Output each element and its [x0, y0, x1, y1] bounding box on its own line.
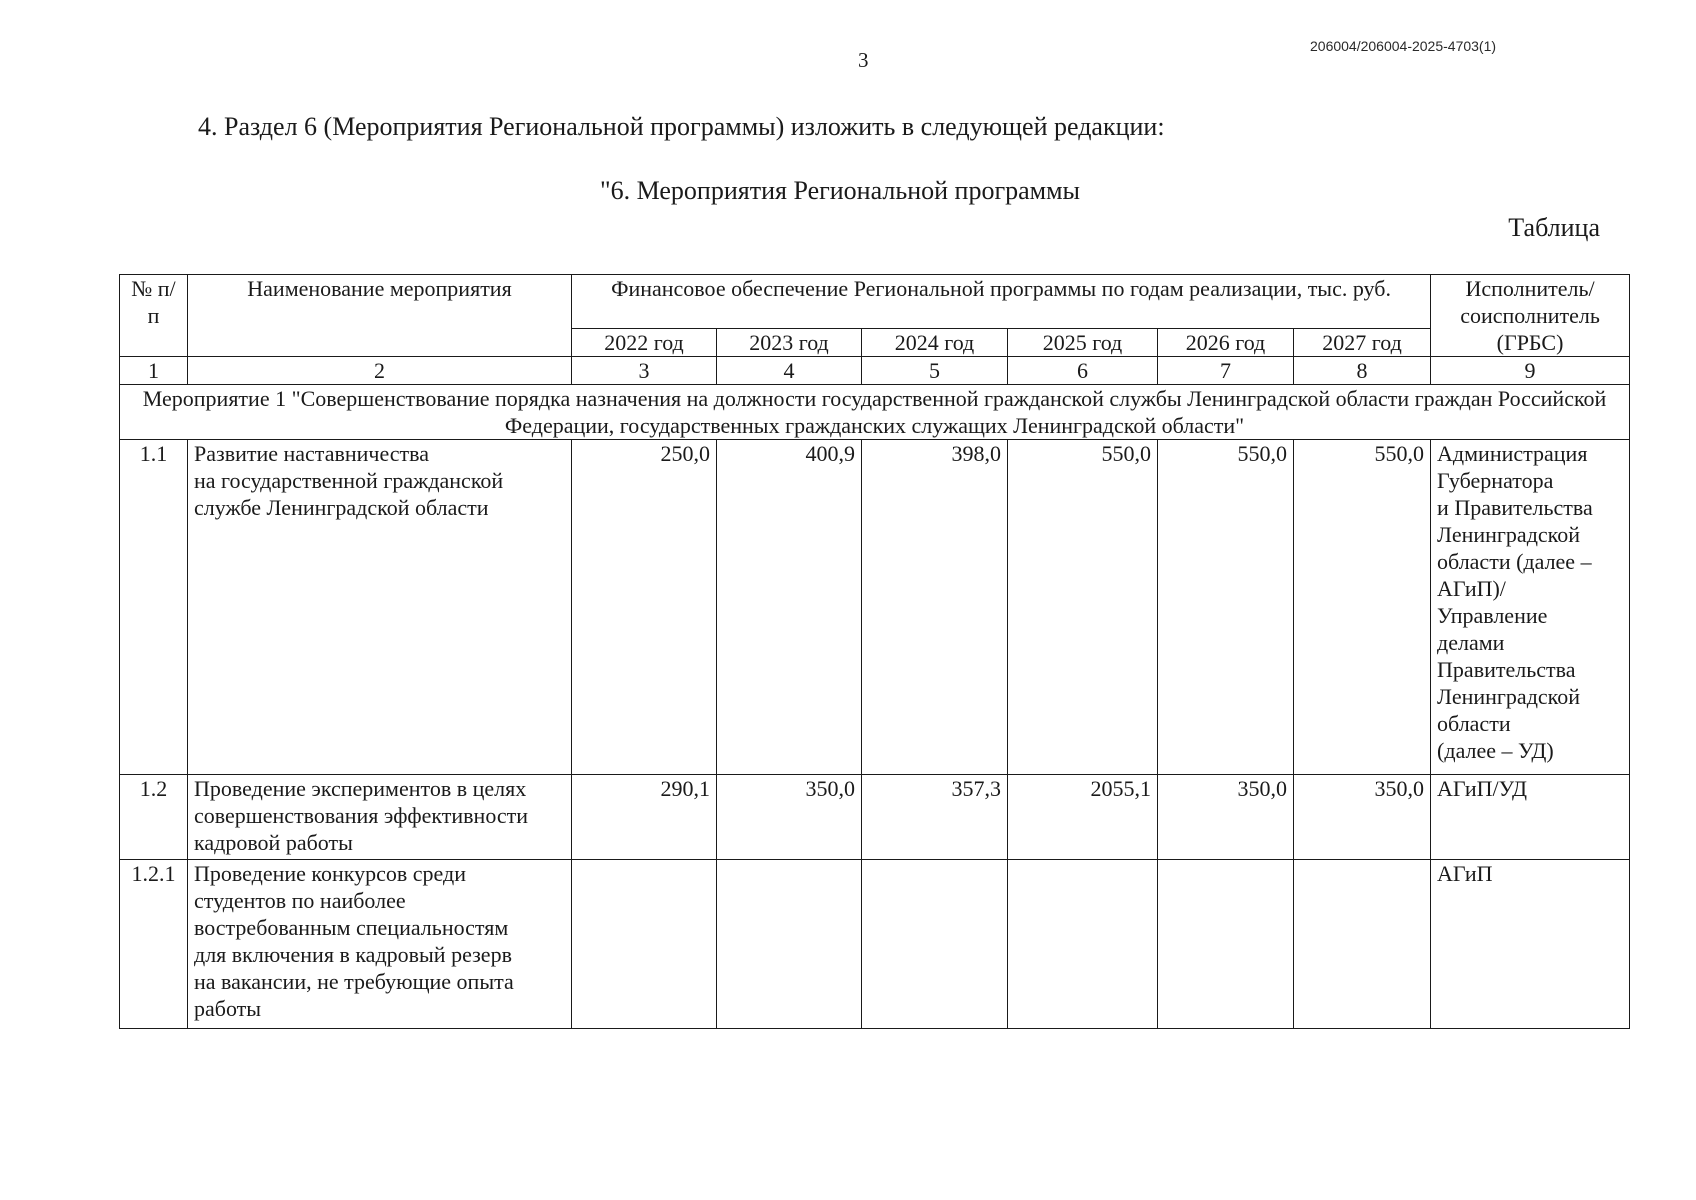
row-value: 400,9	[717, 440, 862, 775]
row-value	[1158, 860, 1294, 1029]
row-value: 250,0	[572, 440, 717, 775]
header-year: 2024 год	[862, 329, 1008, 357]
row-value: 550,0	[1008, 440, 1158, 775]
row-number: 1.2.1	[120, 860, 188, 1029]
section-title: "6. Мероприятия Региональной программы	[600, 176, 1081, 205]
header-executor: Исполнитель/ соисполнитель (ГРБС)	[1431, 275, 1630, 357]
column-number: 9	[1431, 357, 1630, 385]
row-value: 2055,1	[1008, 775, 1158, 860]
row-value: 350,0	[717, 775, 862, 860]
column-number: 4	[717, 357, 862, 385]
row-executor: Администрация Губернатора и Правительства Ленинградской области (далее – АГиП)/ Управление делами Правительства Ленинградской области (далее – УД)	[1431, 440, 1630, 775]
column-number: 7	[1158, 357, 1294, 385]
row-number: 1.1	[120, 440, 188, 775]
header-name: Наименование мероприятия	[188, 275, 572, 357]
column-number: 6	[1008, 357, 1158, 385]
row-executor: АГиП/УД	[1431, 775, 1630, 860]
row-value: 398,0	[862, 440, 1008, 775]
column-number-row	[120, 357, 1630, 385]
intro-paragraph: 4. Раздел 6 (Мероприятия Региональной программы) изложить в следующей редакции:	[198, 112, 1165, 141]
column-number: 2	[188, 357, 572, 385]
header-year: 2027 год	[1294, 329, 1431, 357]
page-number: 3	[858, 48, 869, 72]
row-value	[1008, 860, 1158, 1029]
row-value	[572, 860, 717, 1029]
row-value: 550,0	[1158, 440, 1294, 775]
row-value: 290,1	[572, 775, 717, 860]
row-number: 1.2	[120, 775, 188, 860]
row-value: 350,0	[1294, 775, 1431, 860]
header-row-top	[120, 275, 1630, 329]
column-number: 3	[572, 357, 717, 385]
row-value: 350,0	[1158, 775, 1294, 860]
events-table	[119, 274, 1630, 1029]
header-year: 2023 год	[717, 329, 862, 357]
header-year: 2026 год	[1158, 329, 1294, 357]
row-name: Проведение экспериментов в целях совершенствования эффективности кадровой работы	[188, 775, 572, 860]
table-row	[120, 860, 1630, 1029]
table-row	[120, 440, 1630, 775]
row-name: Проведение конкурсов среди студентов по наиболее востребованным специальностям для включения в кадровый резерв на вакансии, не требующие опыта работы	[188, 860, 572, 1029]
event-header-row	[120, 385, 1630, 440]
header-year: 2025 год	[1008, 329, 1158, 357]
row-value	[717, 860, 862, 1029]
document-id: 206004/206004-2025-4703(1)	[1310, 38, 1497, 54]
row-value	[862, 860, 1008, 1029]
table-caption: Таблица	[1508, 213, 1600, 242]
event-title: Мероприятие 1 "Совершенствование порядка назначения на должности государственной гражданской службы Ленинградской области граждан Российской Федерации, государственных гражданских служащих Ленинградской области"	[120, 385, 1630, 440]
header-year: 2022 год	[572, 329, 717, 357]
row-value: 550,0	[1294, 440, 1431, 775]
row-value: 357,3	[862, 775, 1008, 860]
table-row	[120, 775, 1630, 860]
row-value	[1294, 860, 1431, 1029]
column-number: 5	[862, 357, 1008, 385]
column-number: 8	[1294, 357, 1431, 385]
header-funding: Финансовое обеспечение Региональной программы по годам реализации, тыс. руб.	[572, 275, 1431, 329]
header-num: № п/п	[120, 275, 188, 357]
row-name: Развитие наставничества на государственной гражданской службе Ленинградской области	[188, 440, 572, 775]
row-executor: АГиП	[1431, 860, 1630, 1029]
column-number: 1	[120, 357, 188, 385]
